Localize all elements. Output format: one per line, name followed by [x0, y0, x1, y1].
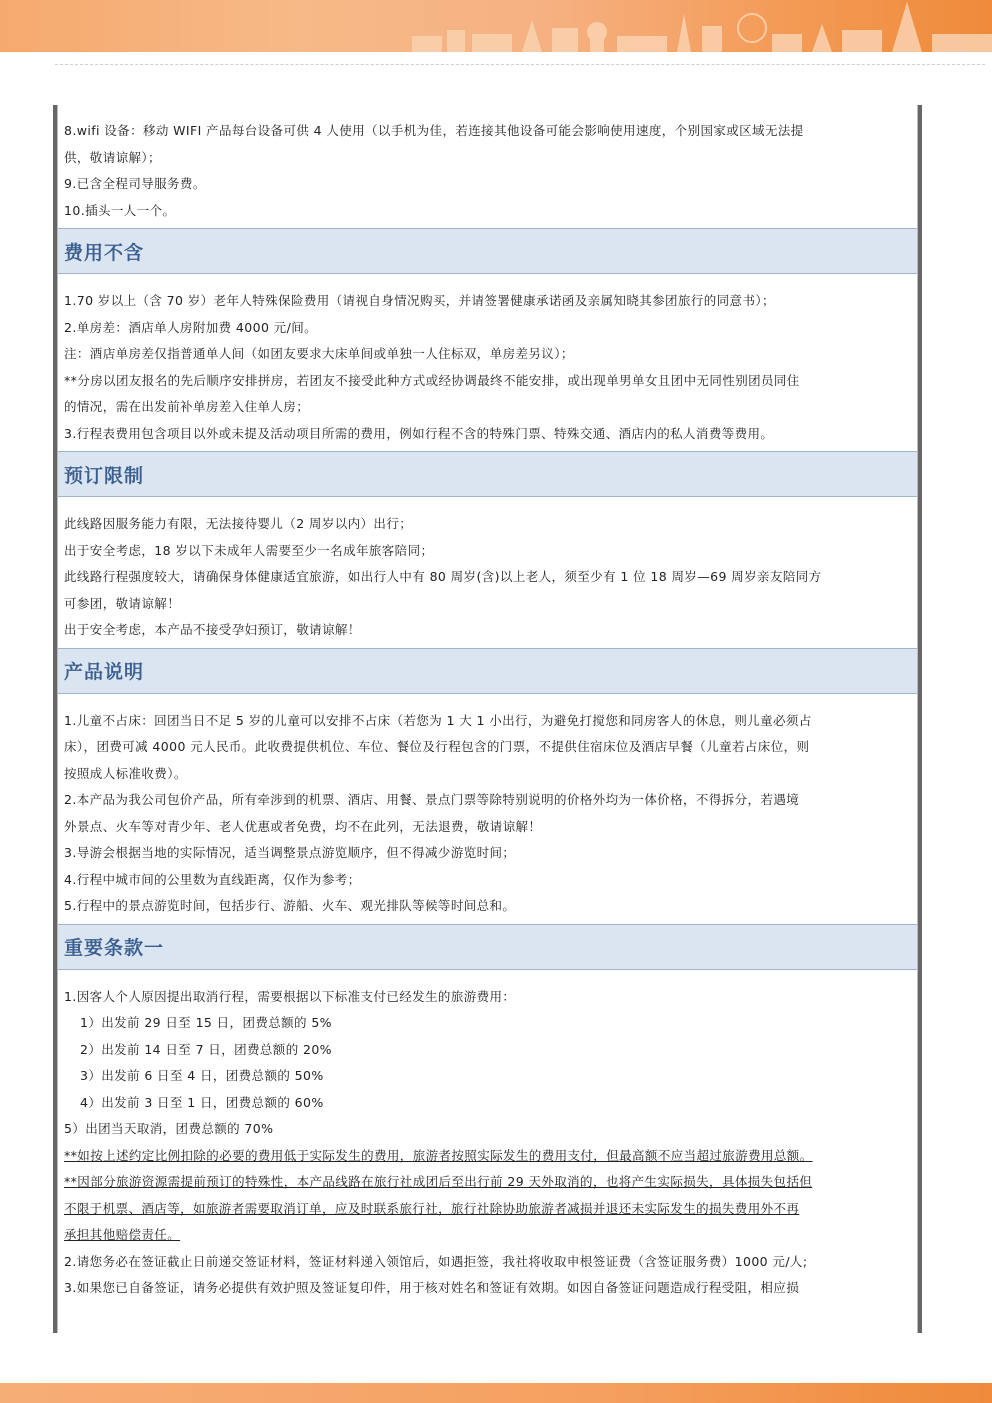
text-line: 供，敬请谅解）； — [64, 149, 161, 165]
section-body — [58, 288, 917, 447]
text-line: 的情况，需在出发前补单房差入住单人房； — [64, 399, 310, 414]
section-spacer — [58, 1302, 917, 1306]
text-line: 1.因客人个人原因提出取消行程，需要根据以下标准支付已经发生的旅游费用： — [64, 988, 516, 1004]
text-line: **如按上述约定比例扣除的必要的费用低于实际发生的费用，旅游者按照实际发生的费用支付，但最高额不应当超过旅游费用总额。 — [64, 1147, 813, 1163]
section-heading: 产品说明 — [58, 648, 917, 694]
skyline-decoration-icon — [392, 0, 992, 52]
top-banner — [0, 0, 992, 52]
text-line: 1.儿童不占床：回团当日不足 5 岁的儿童可以安排不占床（若您为 1 大 1 小出行，为避免打搅您和同房客人的休息，则儿童必须占 — [64, 712, 812, 728]
section-body — [58, 511, 917, 644]
content-body — [57, 105, 918, 1333]
text-line: 承担其他赔偿责任。 — [64, 1227, 181, 1242]
text-line: 1）出发前 29 日至 15 日，团费总额的 5% — [80, 1015, 332, 1030]
text-line: 4）出发前 3 日至 1 日，团费总额的 60% — [80, 1094, 324, 1110]
text-line: 4.行程中城市间的公里数为直线距离，仅作为参考； — [64, 871, 361, 887]
text-line: 5）出团当天取消，团费总额的 70% — [64, 1121, 274, 1136]
section-spacer — [58, 274, 917, 288]
text-line: 2.单房差：酒店单人房附加费 4000 元/间。 — [64, 319, 317, 335]
text-line: 出于安全考虑，18 岁以下未成年人需要至少一名成年旅客陪同； — [64, 542, 434, 558]
section-body — [58, 984, 917, 1302]
text-line: 此线路因服务能力有限，无法接待婴儿（2 周岁以内）出行； — [64, 516, 413, 531]
text-line: 可参团，敬请谅解！ — [64, 595, 181, 611]
text-line: 不限于机票、酒店等，如旅游者需要取消订单，应及时联系旅行社，旅行社除协助旅游者减损并退还未实际发生的损失费用外不再 — [64, 1200, 800, 1216]
text-line: 3.导游会根据当地的实际情况，适当调整景点游览顺序，但不得减少游览时间； — [64, 845, 516, 860]
text-line: 1.70 岁以上（含 70 岁）老年人特殊保险费用（请视自身情况购买，并请签署健康承诺函及亲属知晓其参团旅行的同意书）； — [64, 293, 775, 308]
text-line: 出于安全考虑，本产品不接受孕妇预订，敬请谅解！ — [64, 622, 361, 637]
section-heading: 重要条款一 — [58, 924, 917, 970]
text-line: 注：酒店单房差仅指普通单人间（如团友要求大床单间或单独一人住标双，单房差另议）； — [64, 346, 574, 361]
text-line: 按照成人标准收费）。 — [64, 765, 187, 781]
section-body — [58, 708, 917, 920]
section-heading: 费用不含 — [58, 228, 917, 274]
section-spacer — [58, 497, 917, 511]
text-line: 5.行程中的景点游览时间，包括步行、游船、火车、观光排队等候等时间总和。 — [64, 898, 516, 913]
section-spacer — [58, 694, 917, 708]
text-line: **因部分旅游资源需提前预订的特殊性，本产品线路在旅行社成团后至出行前 29 天外取消的，也将产生实际损失，具体损失包括但 — [64, 1174, 813, 1189]
text-line: 2.请您务必在签证截止日前递交签证材料，签证材料递入领馆后，如遇拒签，我社将收取申根签证费（含签证服务费）1000 元/人; — [64, 1253, 808, 1269]
text-line: 9.已含全程司导服务费。 — [64, 176, 206, 191]
text-line: 此线路行程强度较大，请确保身体健康适宜旅游，如出行人中有 80 周岁(含)以上老人，须至少有 1 位 18 周岁—69 周岁亲友陪同方 — [64, 569, 822, 584]
bottom-banner — [0, 1383, 992, 1403]
text-line: 3.如果您已自备签证，请务必提供有效护照及签证复印件，用于核对姓名和签证有效期。如因自备签证问题造成行程受阻，相应损 — [64, 1280, 800, 1295]
text-line: **分房以团友报名的先后顺序安排拼房，若团友不接受此种方式或经协调最终不能安排，或出现单男单女且团中无同性别团员同住 — [64, 372, 800, 388]
section-spacer — [58, 970, 917, 984]
text-line: 外景点、火车等对青少年、老人优惠或者免费，均不在此列，无法退费，敬请谅解！ — [64, 818, 542, 834]
header-divider — [55, 64, 985, 65]
section-body — [58, 105, 917, 224]
text-line: 3）出发前 6 日至 4 日，团费总额的 50% — [80, 1068, 324, 1083]
text-line: 8.wifi 设备：移动 WIFI 产品每台设备可供 4 人使用（以手机为佳，若连接其他设备可能会影响使用速度，个别国家或区域无法提 — [64, 123, 804, 138]
text-line: 2）出发前 14 日至 7 日，团费总额的 20% — [80, 1041, 332, 1057]
text-line: 3.行程表费用包含项目以外或未提及活动项目所需的费用，例如行程不含的特殊门票、特殊交通、酒店内的私人消费等费用。 — [64, 425, 774, 441]
section-heading: 预订限制 — [58, 451, 917, 497]
content-frame — [53, 105, 922, 1333]
text-line: 10.插头一人一个。 — [64, 202, 176, 218]
text-line: 2.本产品为我公司包价产品，所有牵涉到的机票、酒店、用餐、景点门票等除特别说明的价格外均为一体价格，不得拆分，若遇境 — [64, 792, 800, 807]
text-line: 床），团费可减 4000 元人民币。此收费提供机位、车位、餐位及行程包含的门票，不提供住宿床位及酒店早餐（儿童若占床位，则 — [64, 739, 810, 754]
